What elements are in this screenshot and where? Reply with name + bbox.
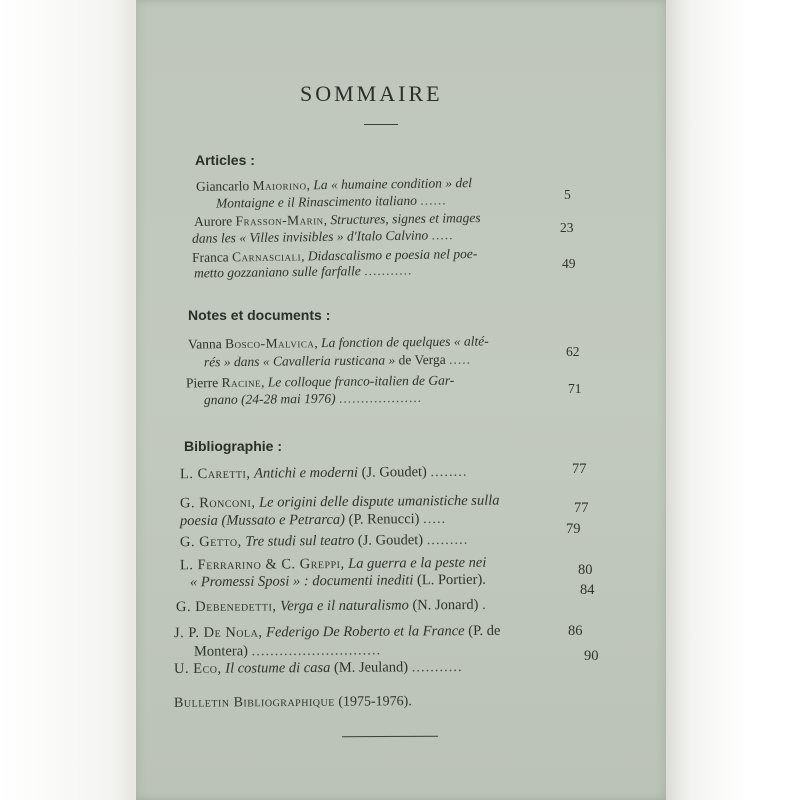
page-number: 80	[578, 562, 593, 578]
toc-entry-line: Franca Carnasciali, Didascalismo e poesia nel poe-	[191, 246, 478, 265]
toc-entry-line: G. Getto, Tre studi sul teatro (J. Goudet) .........	[179, 531, 469, 551]
page-number: 77	[574, 500, 589, 516]
toc-entry-line: gnano (24-28 mai 1976) ...................	[203, 389, 423, 408]
toc-entry-line: poesia (Mussato e Petrarca) (P. Renucci) .....	[179, 510, 447, 530]
toc-entry-line: rés » dans « Cavalleria rusticana » de Verga .....	[203, 351, 472, 370]
section-heading-bibliographie: Bibliographie :	[184, 438, 282, 454]
left-background	[0, 0, 132, 800]
toc-entry-line: Montera) ............................	[193, 642, 382, 660]
toc-entry-line: G. Debenedetti, Verga e il naturalismo (N. Jonard) .	[175, 596, 487, 616]
toc-entry-line: dans les « Villes invisibles » d'Italo Calvino .....	[191, 227, 454, 246]
page-title: SOMMAIRE	[300, 81, 443, 106]
toc-entry-line: L. Caretti, Antichi e moderni (J. Goudet) ........	[179, 463, 468, 483]
toc-entry-line: G. Ronconi, Le origini delle dispute umanistiche sulla	[179, 492, 500, 512]
page-number: 90	[584, 648, 599, 664]
page-number: 77	[572, 461, 587, 477]
toc-entry-line: Aurore Frasson-Marin, Structures, signes et images	[193, 209, 481, 230]
toc-entry-line: Montaigne e il Rinascimento italiano ......	[215, 192, 447, 211]
toc-entry-line: metto gozzaniano sulle farfalle ...........	[193, 262, 413, 281]
page-edge	[132, 0, 136, 800]
right-background	[664, 0, 800, 800]
bulletin-line: Bulletin Bibliographique (1975-1976).	[173, 694, 412, 711]
title-rule	[364, 124, 398, 125]
toc-entry-line: Giancarlo Maiorino, La « humaine condition » del	[195, 175, 473, 194]
section-heading-notes: Notes et documents :	[188, 307, 331, 323]
page-number: 86	[568, 623, 583, 639]
page-number: 84	[580, 582, 595, 598]
page-number: 71	[568, 381, 582, 396]
toc-entry-line: Pierre Racine, Le colloque franco-italien de Gar-	[185, 372, 455, 391]
page-number: 5	[564, 187, 571, 202]
toc-entry-line: Vanna Bosco-Malvica, La fonction de quelques « alté-	[187, 333, 489, 352]
toc-entry-line: « Promessi Sposi » : documenti inediti (L. Portier).	[189, 571, 486, 591]
closing-rule	[342, 736, 438, 738]
page-number: 79	[566, 521, 581, 537]
page-number: 23	[560, 220, 574, 235]
toc-entry-line: L. Ferrarino & C. Greppi, La guerra e la peste nei	[179, 554, 487, 574]
page-number: 49	[562, 256, 576, 271]
toc-entry-line: J. P. De Nola, Federigo De Roberto et la France (P. de	[173, 622, 501, 642]
section-heading-articles: Articles :	[195, 152, 255, 168]
toc-entry-line: U. Eco, Il costume di casa (M. Jeuland) ...........	[173, 658, 463, 678]
page-number: 62	[566, 344, 580, 359]
book-page	[132, 0, 666, 800]
